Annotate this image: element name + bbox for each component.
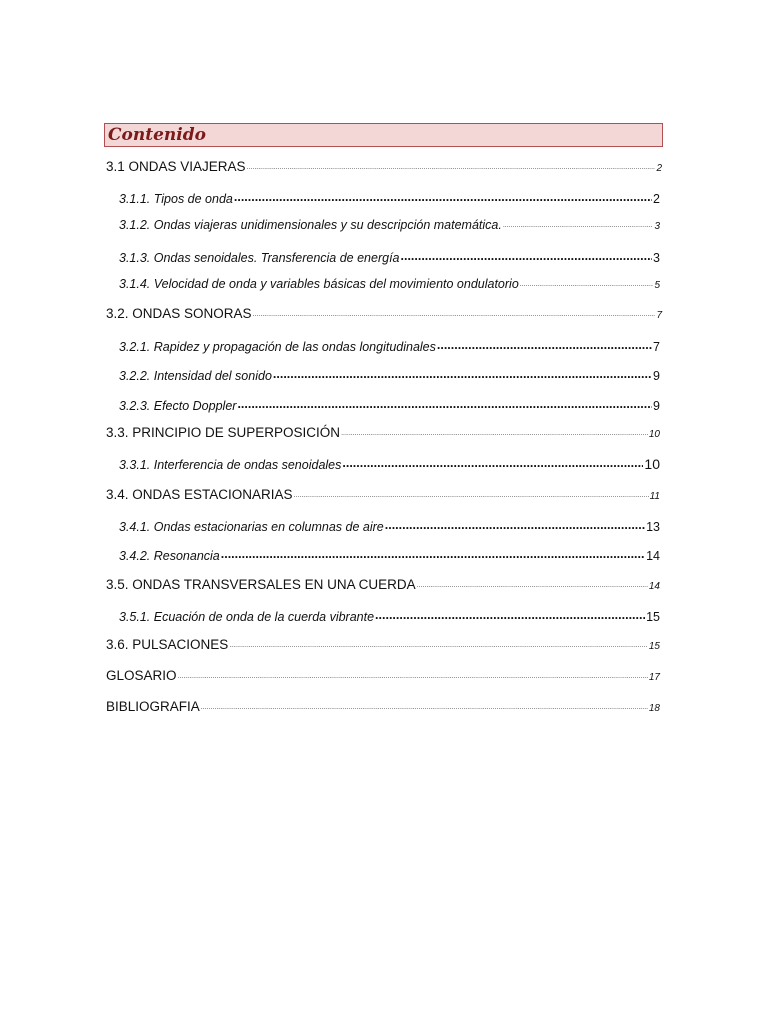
dot-leader — [234, 190, 652, 203]
toc-entry-page: 7 — [656, 310, 662, 321]
dot-leader — [417, 582, 648, 589]
dot-leader — [437, 338, 652, 351]
toc-entry-label: 3.4. ONDAS ESTACIONARIAS — [106, 487, 293, 502]
toc-entry-3-1-2[interactable] — [119, 219, 660, 232]
toc-entry-label: 3.4.2. Resonancia — [119, 548, 220, 563]
toc-entry-label: 3.4.1. Ondas estacionarias en columnas de aire — [119, 519, 384, 534]
toc-entry-page: 11 — [649, 491, 660, 502]
dot-leader — [520, 281, 654, 288]
toc-entry-label: 3.2.2. Intensidad del sonido — [119, 368, 272, 383]
dot-leader — [375, 608, 645, 621]
toc-title: Contenido — [108, 125, 206, 145]
toc-entry-3-5[interactable] — [106, 578, 660, 592]
toc-entry-label: 3.1.3. Ondas senoidales. Transferencia de energía — [119, 250, 400, 265]
dot-leader — [178, 673, 648, 680]
toc-entry-page: 2 — [653, 191, 660, 206]
toc-entry-label: 3.1 ONDAS VIAJERAS — [106, 159, 246, 174]
dot-leader — [221, 547, 645, 560]
toc-entry-label: 3.5. ONDAS TRANSVERSALES EN UNA CUERDA — [106, 577, 416, 592]
toc-entry-3-3[interactable] — [106, 426, 660, 440]
toc-entry-3-2-3[interactable] — [119, 397, 660, 412]
toc-entry-page: 13 — [646, 519, 660, 534]
toc-entry-page: 10 — [648, 429, 660, 440]
toc-entry-page: 7 — [653, 339, 660, 354]
toc-entry-3-2-1[interactable] — [119, 338, 660, 353]
dot-leader — [294, 492, 649, 499]
dot-leader — [273, 367, 652, 380]
dot-leader — [201, 704, 648, 711]
toc-entry-page: 15 — [646, 609, 660, 624]
toc-entry-page: 17 — [648, 672, 660, 683]
toc-entry-3-6[interactable] — [106, 638, 660, 652]
toc-entry-3-4-1[interactable] — [119, 518, 660, 533]
toc-entry-label: 3.1.4. Velocidad de onda y variables básicas del movimiento ondulatorio — [119, 277, 519, 291]
toc-entry-label: 3.3.1. Interferencia de ondas senoidales — [119, 457, 342, 472]
toc-entry-label: 3.2.1. Rapidez y propagación de las ondas longitudinales — [119, 339, 436, 354]
toc-entry-label: 3.2.3. Efecto Doppler — [119, 398, 237, 413]
toc-entry-label: 3.3. PRINCIPIO DE SUPERPOSICIÓN — [106, 425, 341, 440]
toc-entry-3-1[interactable] — [106, 160, 662, 174]
toc-entry-page: 9 — [653, 398, 660, 413]
toc-entry-label: 3.6. PULSACIONES — [106, 637, 229, 652]
dot-leader — [401, 249, 653, 262]
toc-entry-3-1-4[interactable] — [119, 278, 660, 291]
toc-entry-3-2-2[interactable] — [119, 367, 660, 382]
toc-entry-label: GLOSARIO — [106, 668, 177, 683]
toc-entry-page: 5 — [654, 280, 660, 291]
toc-entry-label: 3.5.1. Ecuación de onda de la cuerda vibrante — [119, 609, 375, 624]
dot-leader — [237, 397, 652, 410]
toc-entry-page: 14 — [648, 581, 660, 592]
toc-entry-page: 3 — [653, 250, 660, 265]
dot-leader — [503, 222, 654, 229]
toc-entry-page: 15 — [648, 641, 660, 652]
toc-entry-3-4-2[interactable] — [119, 547, 660, 562]
toc-entry-page: 18 — [648, 703, 660, 714]
toc-entry-page: 3 — [654, 221, 660, 232]
dot-leader — [385, 518, 645, 531]
toc-entry-3-5-1[interactable] — [119, 608, 660, 623]
dot-leader — [342, 456, 643, 469]
toc-entry-page: 14 — [646, 548, 660, 563]
toc-entry-page: 2 — [656, 163, 662, 174]
toc-entry-bibliografia[interactable] — [106, 700, 660, 714]
toc-entry-page: 10 — [644, 455, 660, 472]
toc-entry-label: 3.1.2. Ondas viajeras unidimensionales y su descripción matemática. — [119, 218, 502, 232]
toc-entry-3-3-1[interactable] — [119, 456, 660, 471]
toc-entry-3-2[interactable] — [106, 307, 662, 321]
toc-entry-3-4[interactable] — [106, 488, 660, 502]
toc-entry-3-1-3[interactable] — [119, 249, 660, 264]
dot-leader — [247, 164, 656, 171]
toc-entry-label: 3.2. ONDAS SONORAS — [106, 306, 252, 321]
dot-leader — [253, 311, 656, 318]
toc-entry-glosario[interactable] — [106, 669, 660, 683]
dot-leader — [341, 430, 648, 437]
toc-entry-label: 3.1.1. Tipos de onda — [119, 191, 233, 206]
toc-header — [104, 123, 663, 147]
toc-entry-label: BIBLIOGRAFIA — [106, 699, 200, 714]
toc-entry-page: 9 — [653, 368, 660, 383]
toc-entry-3-1-1[interactable] — [119, 190, 660, 205]
dot-leader — [229, 642, 648, 649]
